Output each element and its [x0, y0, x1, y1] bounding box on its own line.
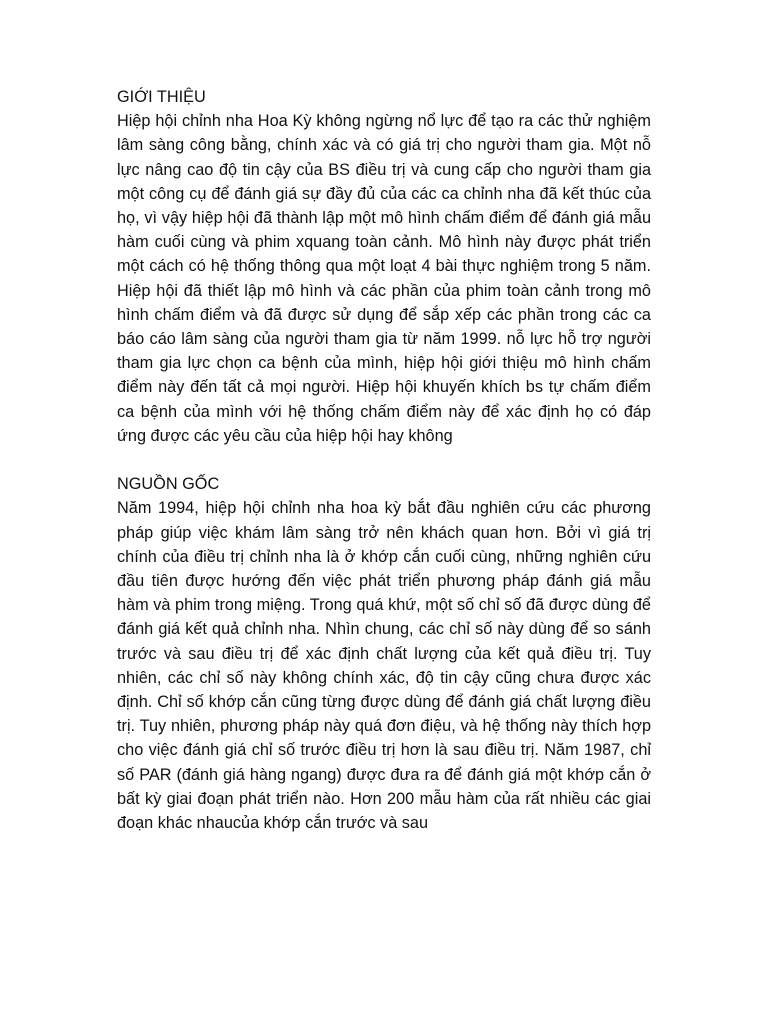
- section-origin: [117, 472, 651, 835]
- section-heading: NGUỒN GỐC: [117, 475, 220, 494]
- paragraph-spacer: [117, 448, 651, 472]
- section-body: Năm 1994, hiệp hội chỉnh nha hoa kỳ bắt đầu nghiên cứu các phương pháp giúp việc khám lâm sàng trở nên khách quan hơn. Bởi vì giá trị chính của điều trị chỉnh nha là ở khớp cắn cuối cùng, những nghiên cứu đầu tiên được hướng đến việc phát triển phương pháp đánh giá mẫu hàm và phim trong miệng. Trong quá khứ, một số chỉ số đã được dùng để đánh giá kết quả chỉnh nha. Nhìn chung, các chỉ số này dùng để so sánh trước và sau điều trị để xác định chất lượng của kết quả điều trị. Tuy nhiên, các chỉ số này không chính xác, độ tin cậy cũng chưa được xác định. Chỉ số khớp cắn cũng từng được dùng để đánh giá chất lượng điều trị. Tuy nhiên, phương pháp này quá đơn điệu, và hệ thống này thích hợp cho việc đánh giá chỉ số trước điều trị hơn là sau điều trị. Năm 1987, chỉ số PAR (đánh giá hàng ngang) được đưa ra để đánh giá một khớp cắn ở bất kỳ giai đoạn phát triển nào. Hơn 200 mẫu hàm của rất nhiều các giai đoạn khác nhaucủa khớp cắn trước và sau: [117, 499, 651, 833]
- section-introduction: [117, 85, 651, 448]
- document-page: [117, 85, 651, 835]
- section-body: Hiệp hội chỉnh nha Hoa Kỳ không ngừng nổ lực để tạo ra các thử nghiệm lâm sàng công bằng, chính xác và có giá trị cho người tham gia. Một nỗ lực nâng cao độ tin cậy của BS điều trị và cung cấp cho người tham gia một công cụ để đánh giá sự đầy đủ của các ca chỉnh nha đã kết thúc của họ, vì vậy hiệp hội đã thành lập một mô hình chấm điểm để đánh giá mẫu hàm cuối cùng và phim xquang toàn cảnh. Mô hình này được phát triển một cách có hệ thống thông qua một loạt 4 bài thực nghiệm trong 5 năm. Hiệp hội đã thiết lập mô hình và các phần của phim toàn cảnh trong mô hình chấm điểm và đã được sử dụng để sắp xếp các phần trong các ca báo cáo lâm sàng của người tham gia từ năm 1999. nỗ lực hỗ trợ người tham gia lực chọn ca bệnh của mình, hiệp hội giới thiệu mô hình chấm điểm này đến tất cả mọi người. Hiệp hội khuyến khích bs tự chấm điểm ca bệnh của mình với hệ thống chấm điểm này để xác định họ có đáp ứng được các yêu cầu của hiệp hội hay không: [117, 112, 651, 445]
- section-heading: GIỚI THIỆU: [117, 88, 206, 106]
